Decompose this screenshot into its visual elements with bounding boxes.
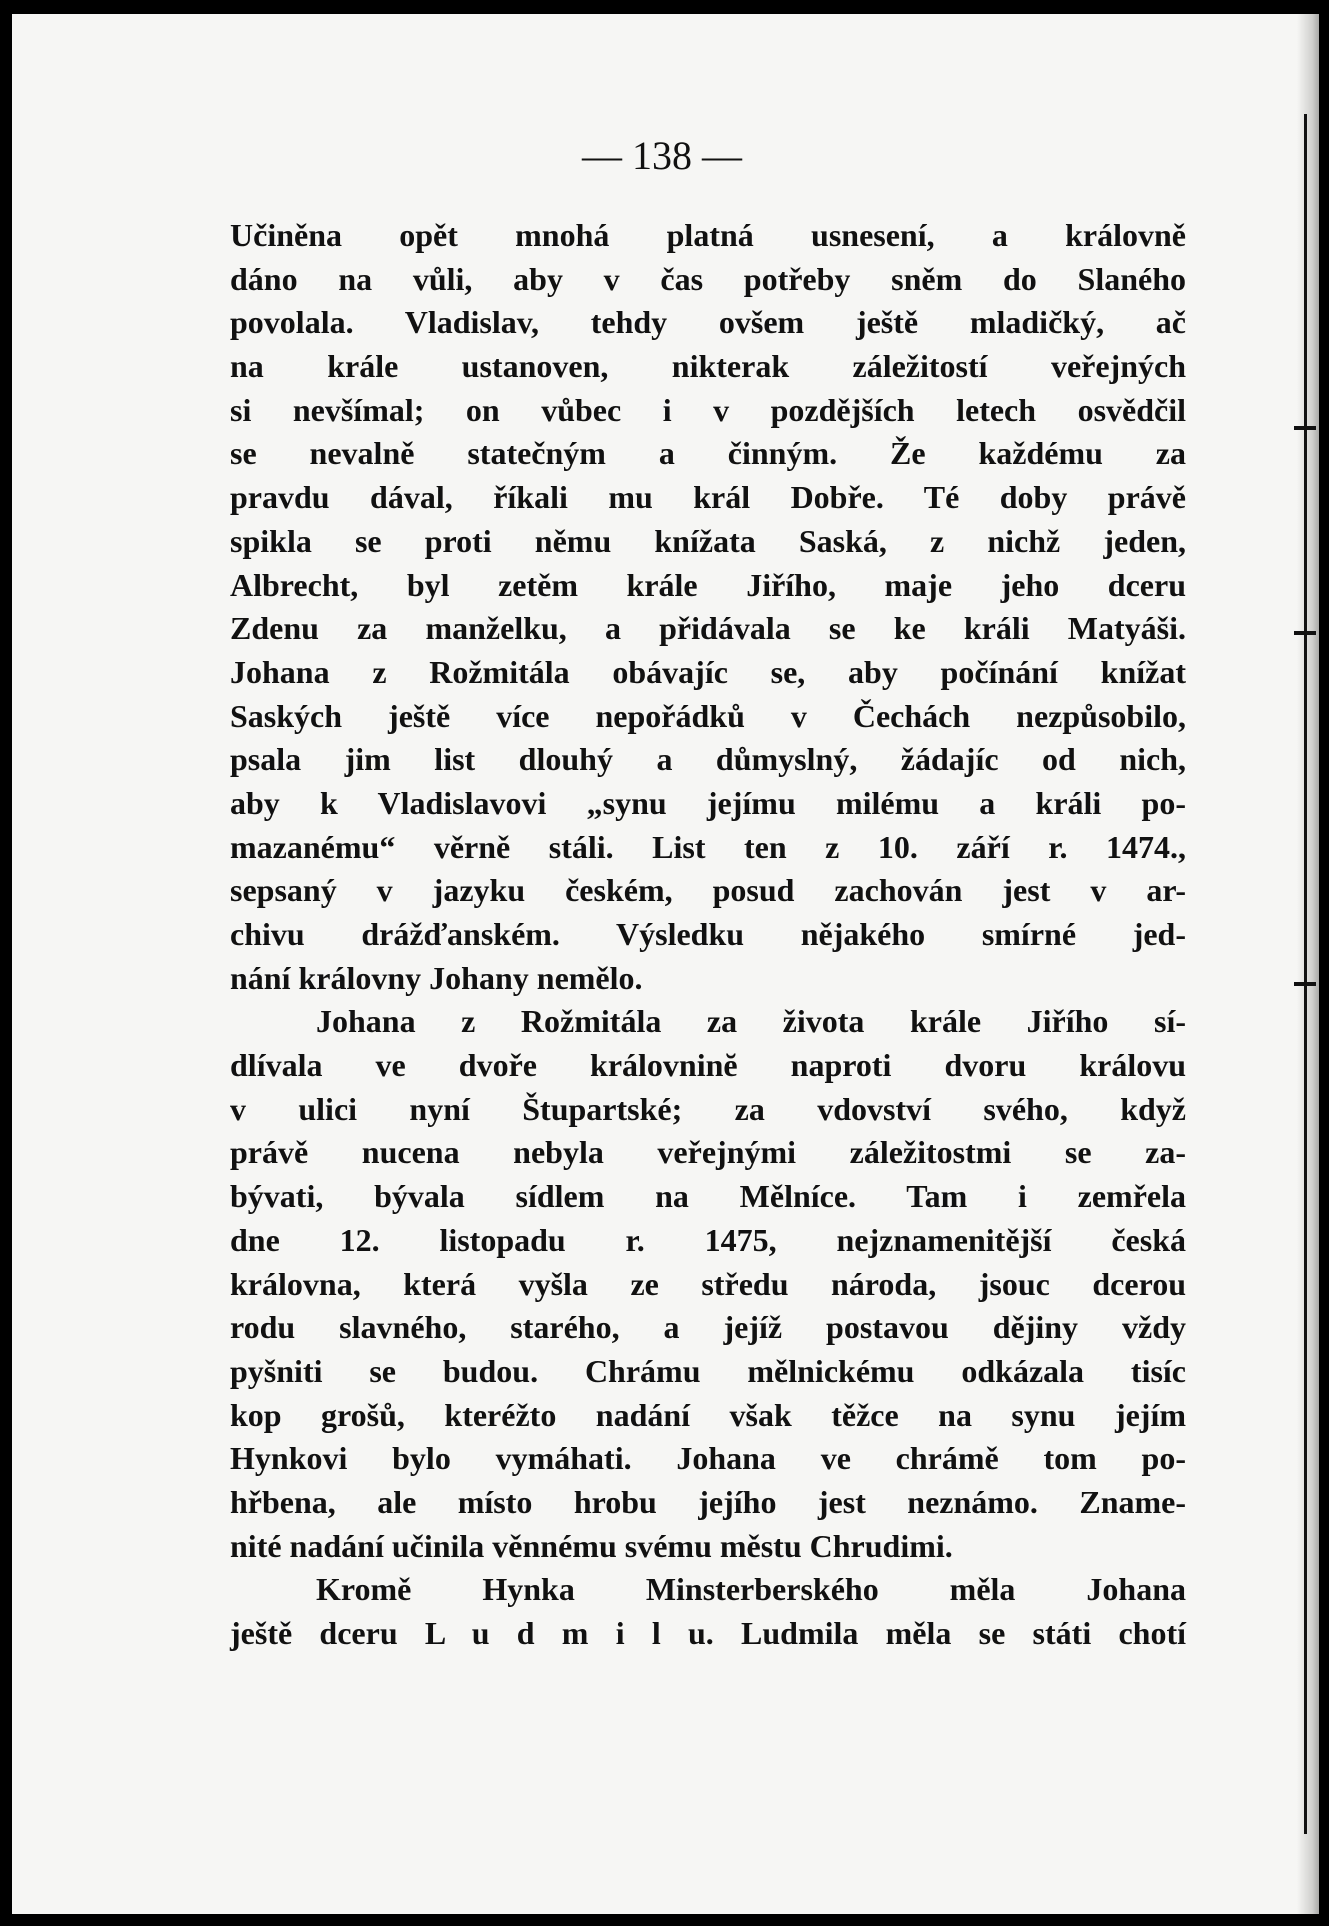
text-line: v ulici nyní Štupartské; za vdovství svého, když (230, 1090, 1186, 1127)
text-line: pravdu dával, říkali mu král Dobře. Té doby právě (230, 479, 1186, 516)
text-line: Hynkovi bylo vymáhati. Johana ve chrámě tom po- (230, 1440, 1186, 1477)
text-line: na krále ustanoven, nikterak záležitostí veřejných (230, 348, 1186, 385)
text-line: nité nadání učinila věnnému svému městu Chrudimi. (230, 1527, 953, 1564)
text-line: spikla se proti němu knížata Saská, z nichž jeden, (230, 522, 1186, 559)
text-line: dne 12. listopadu r. 1475, nejznamenitější česká (230, 1221, 1186, 1258)
body-text (230, 214, 1186, 1656)
text-line: Johana z Rožmitála za života krále Jiřího sí- (316, 1003, 1186, 1040)
text-line: sepsaný v jazyku českém, posud zachován jest v ar- (230, 872, 1186, 909)
text-line: Albrecht, byl zetěm krále Jiřího, maje jeho dceru (230, 566, 1186, 603)
page-edge-shadow (1297, 14, 1319, 1914)
text-line: kop grošů, kteréžto nadání však těžce na synu jejím (230, 1396, 1186, 1433)
text-line: dáno na vůli, aby v čas potřeby sněm do Slaného (230, 260, 1186, 297)
text-line: povolala. Vladislav, tehdy ovšem ještě mladičký, ač (230, 304, 1186, 341)
text-line: aby k Vladislavovi „synu jejímu milému a králi po- (230, 784, 1186, 821)
text-line: Zdenu za manželku, a přidávala se ke králi Matyáši. (230, 610, 1186, 647)
text-line: pyšniti se budou. Chrámu mělnickému odkázala tisíc (230, 1352, 1186, 1389)
text-line: Kromě Hynka Minsterberského měla Johana (316, 1571, 1186, 1608)
text-line: rodu slavného, starého, a jejíž postavou dějiny vždy (230, 1309, 1186, 1346)
scan-margin-tick (1294, 631, 1316, 635)
text-line: ještě dceru L u d m i l u. Ludmila měla se státi chotí (230, 1615, 1186, 1651)
scan-margin-tick (1294, 982, 1316, 986)
text-line: dlívala ve dvoře královninĕ naproti dvoru královu (230, 1047, 1186, 1084)
scan-margin-tick (1294, 426, 1316, 430)
text-line: si nevšímal; on vůbec i v pozdějších letech osvědčil (230, 391, 1186, 428)
text-line: mazanému“ věrně stáli. List ten z 10. září r. 1474., (230, 828, 1186, 865)
text-line: se nevalně statečným a činným. Že každému za (230, 435, 1186, 472)
text-line: chivu drážďanském. Výsledku nějakého smírné jed- (230, 916, 1186, 952)
text-line: bývati, bývala sídlem na Mělníce. Tam i zemřela (230, 1178, 1186, 1215)
text-line: psala jim list dlouhý a důmyslný, žádajíc od nich, (230, 741, 1186, 778)
text-line: královna, která vyšla ze středu národa, jsouc dcerou (230, 1265, 1186, 1302)
text-line: Saských ještě více nepořádků v Čechách nezpůsobilo, (230, 697, 1186, 734)
text-line: hřbena, ale místo hrobu jejího jest neznámo. Zname- (230, 1483, 1186, 1520)
book-page (12, 14, 1319, 1914)
text-line: nání královny Johany nemělo. (230, 959, 643, 996)
page-number: — 138 — (582, 133, 742, 178)
text-line: Učiněna opět mnohá platná usnesení, a královně (230, 217, 1186, 253)
text-line: právě nucena nebyla veřejnými záležitostmi se za- (230, 1134, 1186, 1171)
scan-margin-rule (1304, 114, 1307, 1834)
text-line: Johana z Rožmitála obávajíc se, aby počínání knížat (230, 653, 1186, 690)
